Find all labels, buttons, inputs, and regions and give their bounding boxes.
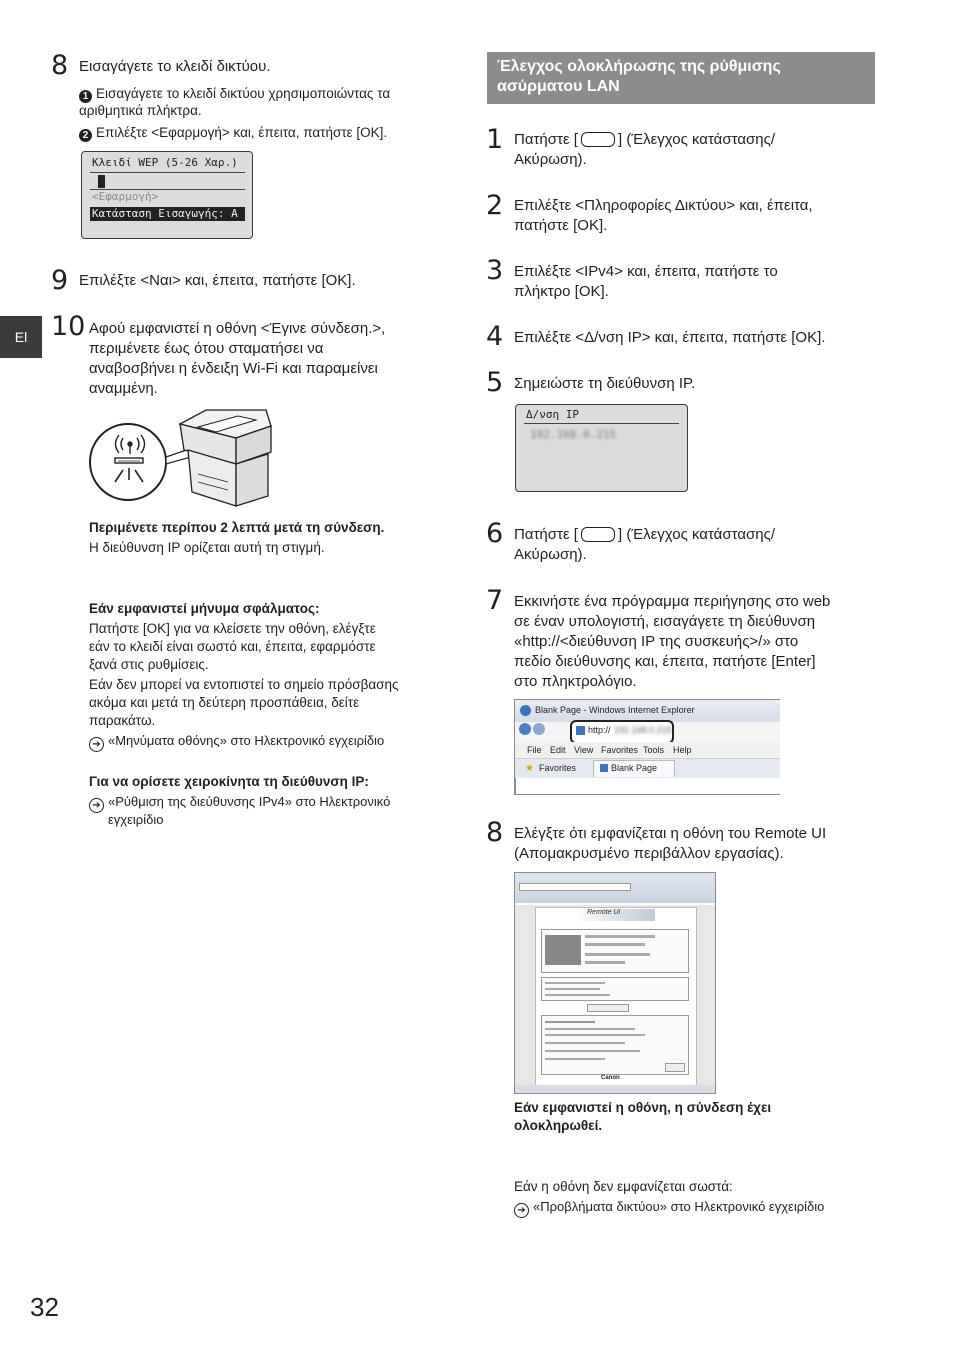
ip-address-value: 192.168.0.215 [530, 428, 617, 441]
step-text: Αφού εμφανιστεί η οθόνη <Έγινε σύνδεση.>, [89, 320, 386, 337]
step-text: Ελέγξτε ότι εμφανίζεται η οθόνη του Remote UI [514, 825, 827, 842]
lcd-input-mode: Κατάσταση Εισαγωγής: A [90, 207, 245, 221]
manual-ip-heading: Για να ορίσετε χειροκίνητα τη διεύθυνση IP: [89, 774, 369, 789]
lcd-title: Δ/νση IP [526, 408, 579, 421]
error-line: ξανά στις ρυθμίσεις. [89, 657, 209, 672]
printer-wifi-illustration [88, 402, 278, 514]
forward-icon[interactable] [533, 723, 545, 735]
error-heading: Εάν εμφανιστεί μήνυμα σφάλματος: [89, 601, 320, 616]
address-ip: 192.168.0.215 [614, 725, 672, 735]
menu-edit[interactable]: Edit [550, 745, 566, 755]
address-prefix: http:// [588, 725, 611, 735]
lcd-apply-item: <Εφαρμογή> [92, 190, 159, 203]
step-number: 4 [486, 321, 504, 352]
address-bar[interactable] [570, 720, 674, 744]
step-number: 8 [51, 50, 69, 81]
step-text: πατήστε [OK]. [514, 217, 608, 234]
substep-text: Επιλέξτε <Εφαρμογή> και, έπειτα, πατήστε [OK]. [96, 125, 388, 140]
page-icon [576, 726, 585, 735]
step-text: Επιλέξτε <Ναι> και, έπειτα, πατήστε [OK]. [79, 272, 356, 289]
step-text: πεδίο διεύθυνσης και, έπειτα, πατήστε [Enter] [514, 653, 816, 670]
step-number: 9 [51, 265, 69, 296]
step-number: 10 [51, 311, 86, 342]
step-text [514, 525, 775, 545]
step-number: 2 [486, 190, 504, 221]
reference-link[interactable] [89, 732, 384, 752]
status-cancel-key-icon [581, 527, 615, 542]
browser-title: Blank Page - Windows Internet Explorer [535, 705, 695, 715]
lcd-screen-wep [81, 151, 253, 239]
step-number: 3 [486, 255, 504, 286]
arrow-right-icon: ➔ [89, 737, 104, 752]
reference-text-cont: εγχειρίδιο [108, 812, 164, 827]
step-text: Ακύρωση). [514, 546, 587, 563]
arrow-right-icon: ➔ [514, 1203, 529, 1218]
menu-tools[interactable]: Tools [643, 745, 665, 755]
favorites-bar [515, 758, 780, 779]
page-number: 32 [30, 1292, 59, 1322]
step-text: (Απομακρυσμένο περιβάλλον εργασίας). [514, 845, 784, 862]
substep-text: Εισαγάγετε το κλειδί δικτύου χρησιμοποιώντας τα [96, 86, 391, 101]
browser-screenshot [514, 699, 780, 795]
reference-text: «Προβλήματα δικτύου» στο Ηλεκτρονικό εγχειρίδιο [533, 1199, 825, 1214]
reference-text: «Ρύθμιση της διεύθυνσης IPv4» στο Ηλεκτρονικό [108, 794, 391, 809]
remote-ui-logo: Remote UI [587, 909, 621, 916]
language-tab: El [0, 316, 42, 358]
back-icon[interactable] [519, 723, 531, 735]
step-text-part: ] (Έλεγχος κατάστασης/ [617, 526, 775, 543]
done-note: ολοκληρωθεί. [514, 1118, 603, 1133]
reference-link[interactable] [89, 793, 390, 813]
menu-view[interactable]: View [574, 745, 594, 755]
lcd-title: Κλειδί WEP (5-26 Χαρ.) [92, 156, 238, 169]
step-text: περιμένετε έως ότου σταματήσει να [89, 340, 324, 357]
section-heading [487, 52, 875, 104]
step-number: 5 [486, 367, 504, 398]
section-heading-line: Έλεγχος ολοκλήρωσης της ρύθμισης [497, 58, 781, 75]
error-line: εάν το κλειδί είναι σωστό και, έπειτα, εφαρμόστε [89, 639, 376, 654]
remote-ui-screenshot [514, 872, 716, 1094]
step-text-part: Πατήστε [ [514, 526, 578, 543]
step-number: 7 [486, 585, 504, 616]
step-text: Επιλέξτε <IPv4> και, έπειτα, πατήστε το [514, 263, 778, 280]
favorites-button[interactable]: Favorites [539, 763, 577, 773]
lcd-screen-ip [515, 404, 688, 492]
substep [79, 85, 390, 103]
menu-favorites[interactable]: Favorites [601, 745, 639, 755]
star-icon: ★ [525, 763, 534, 774]
done-note: Εάν εμφανιστεί η οθόνη, η σύνδεση έχει [514, 1100, 772, 1115]
step-text-part: Πατήστε [ [514, 131, 578, 148]
step-text: στο πληκτρολόγιο. [514, 673, 637, 690]
menu-help[interactable]: Help [673, 745, 692, 755]
ie-logo-icon [520, 705, 531, 716]
step-text: Εκκινήστε ένα πρόγραμμα περιήγησης στο web [514, 593, 831, 610]
not-ok-note: Εάν η οθόνη δεν εμφανίζεται σωστά: [514, 1179, 733, 1194]
substep-marker: 1 [79, 90, 92, 103]
step-text: σε έναν υπολογιστή, εισαγάγετε τη διεύθυνση [514, 613, 816, 630]
error-line: Εάν δεν μπορεί να εντοπιστεί το σημείο πρόσβασης [89, 677, 399, 692]
step-text: Ακύρωση). [514, 151, 587, 168]
page-icon [600, 764, 608, 772]
step-text [514, 130, 775, 150]
step-text: αναβοσβήνει η ένδειξη Wi-Fi και παραμείνει [89, 360, 378, 377]
reference-text: «Μηνύματα οθόνης» στο Ηλεκτρονικό εγχειρίδιο [108, 733, 385, 748]
step-number: 8 [486, 817, 504, 848]
wait-note-bold: Περιμένετε περίπου 2 λεπτά μετά τη σύνδεση. [89, 520, 385, 535]
tab-label: Blank Page [611, 763, 658, 773]
step-text: Εισαγάγετε το κλειδί δικτύου. [79, 58, 271, 75]
menu-bar [515, 742, 780, 757]
step-text: πλήκτρο [OK]. [514, 283, 609, 300]
menu-file[interactable]: File [527, 745, 542, 755]
browser-content [515, 778, 780, 794]
step-text: Σημειώστε τη διεύθυνση IP. [514, 375, 696, 392]
wait-note: Η διεύθυνση IP ορίζεται αυτή τη στιγμή. [89, 540, 325, 555]
lcd-cursor [98, 175, 105, 188]
step-number: 1 [486, 124, 504, 155]
canon-logo: Canon [601, 1075, 620, 1081]
substep [79, 124, 387, 142]
step-text: «http://<διεύθυνση IP της συσκευής>/» στο [514, 633, 799, 650]
substep-marker: 2 [79, 129, 92, 142]
step-text-part: ] (Έλεγχος κατάστασης/ [617, 131, 775, 148]
status-cancel-key-icon [581, 132, 615, 147]
step-text: Επιλέξτε <Δ/νση IP> και, έπειτα, πατήστε [OK]. [514, 329, 826, 346]
error-line: παρακάτω. [89, 713, 156, 728]
error-line: Πατήστε [OK] για να κλείσετε την οθόνη, ελέγξτε [89, 621, 376, 636]
arrow-right-icon: ➔ [89, 798, 104, 813]
section-heading-line: ασύρματου LAN [497, 78, 620, 95]
step-text: αναμμένη. [89, 380, 158, 397]
step-number: 6 [486, 518, 504, 549]
error-line: ακόμα και μετά τη δεύτερη προσπάθεια, δείτε [89, 695, 360, 710]
reference-link[interactable] [514, 1198, 824, 1218]
substep-text-cont: αριθμητικά πλήκτρα. [79, 103, 202, 118]
step-text: Επιλέξτε <Πληροφορίες Δικτύου> και, έπειτα, [514, 197, 813, 214]
